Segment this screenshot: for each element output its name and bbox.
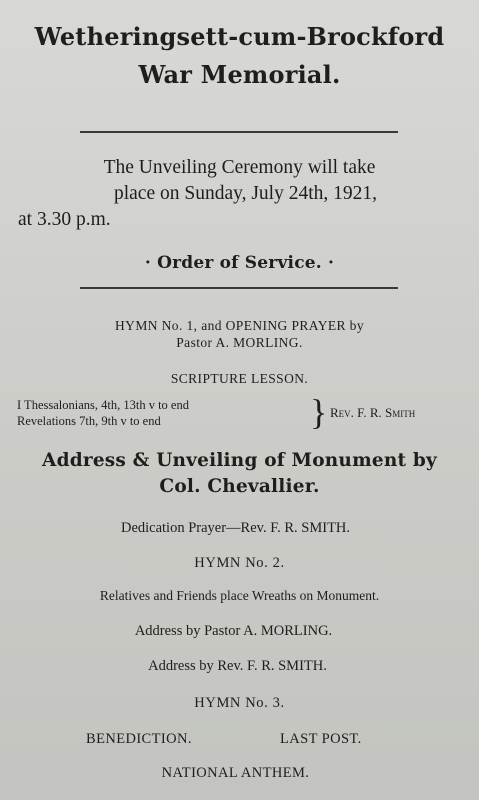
national-anthem: NATIONAL ANTHEM.: [161, 765, 310, 781]
brace-glyph: }: [310, 392, 328, 432]
benediction: BENEDICTION.: [86, 731, 192, 747]
address-unveiling-line-2: Col. Chevallier.: [159, 476, 320, 497]
intro-line-2: place on Sunday, July 24th, 1921,: [113, 183, 378, 204]
title-line-2: War Memorial.: [138, 60, 341, 89]
order-of-service-heading: · Order of Service. ·: [144, 253, 335, 273]
title-line-1: Wetheringsett-cum-Brockford: [34, 22, 445, 51]
hymn-3: HYMN No. 3.: [194, 695, 285, 711]
hymn-1-line-2: Pastor A. MORLING.: [176, 335, 303, 350]
divider-middle: [80, 287, 398, 289]
lesson-revelations: Revelations 7th, 9th v to end: [17, 414, 161, 428]
intro-line-1: The Unveiling Ceremony will take: [103, 157, 376, 178]
last-post: LAST POST.: [280, 731, 362, 747]
address-morling: Address by Pastor A. MORLING.: [134, 623, 333, 639]
lesson-thessalonians: I Thessalonians, 4th, 13th v to end: [17, 398, 189, 412]
wreaths-line: Relatives and Friends place Wreaths on Monument.: [99, 588, 380, 603]
dedication-prayer: Dedication Prayer—Rev. F. R. SMITH.: [120, 520, 351, 536]
intro-line-3: at 3.30 p.m.: [18, 209, 111, 230]
divider-top: [80, 131, 398, 133]
lesson-reader: Rev. F. R. Smith: [330, 405, 416, 420]
address-smith: Address by Rev. F. R. SMITH.: [148, 658, 327, 674]
hymn-1-line-1: HYMN No. 1, and OPENING PRAYER by: [115, 318, 364, 333]
address-unveiling-line-1: Address & Unveiling of Monument by: [42, 450, 437, 471]
hymn-2: HYMN No. 2.: [194, 555, 285, 571]
scripture-heading: SCRIPTURE LESSON.: [170, 371, 309, 386]
